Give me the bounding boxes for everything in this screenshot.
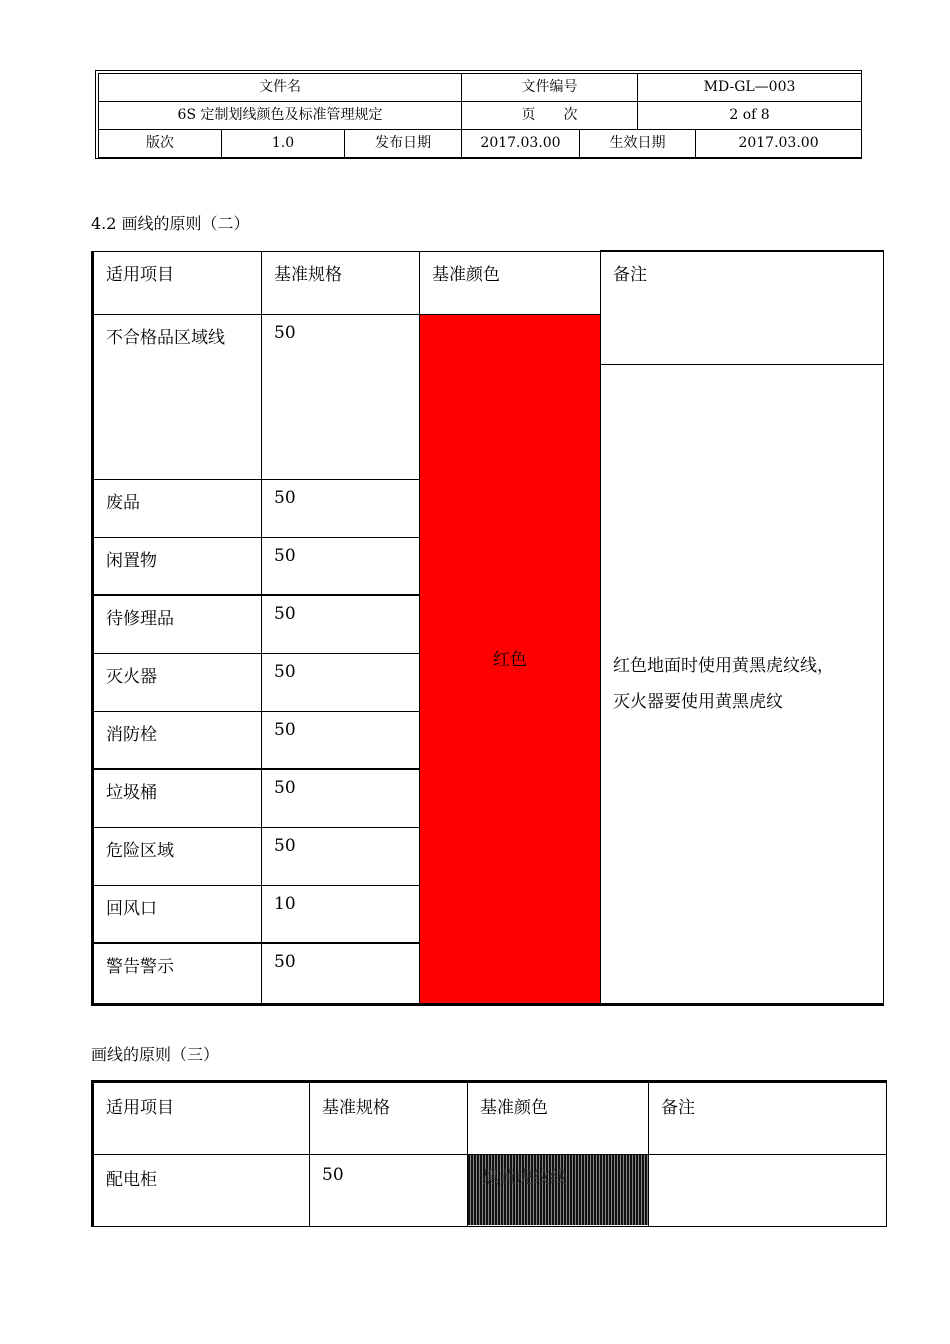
publish-date: 2017.03.00 (462, 130, 580, 158)
page-value: 2 of 8 (638, 102, 862, 130)
hatch-pattern (468, 1155, 648, 1225)
col-header-spec: 基准规格 (310, 1082, 468, 1155)
table-row-item: 废品 (93, 479, 262, 537)
col-header-note: 备注 (601, 251, 884, 364)
col-header-item: 适用项目 (93, 1082, 310, 1155)
table-row-spec: 50 (310, 1155, 468, 1227)
table-row-spec: 50 (262, 943, 420, 1004)
effective-date-label: 生效日期 (580, 130, 696, 158)
header-table (98, 73, 862, 158)
note-line-2: 灭火器要使用黄黑虎纹 (613, 691, 783, 712)
section2-table (91, 250, 884, 1006)
table-row-item: 警告警示 (93, 943, 262, 1004)
file-name: 6S 定制划线颜色及标准管理规定 (99, 102, 462, 130)
note-cell (601, 364, 884, 1004)
table-row-spec: 50 (262, 595, 420, 653)
file-number-label: 文件编号 (462, 74, 638, 102)
table-row-item: 回风口 (93, 885, 262, 943)
table-row-note (649, 1155, 887, 1227)
publish-date-label: 发布日期 (345, 130, 462, 158)
note-line-1: 红色地面时使用黄黑虎纹线， (613, 655, 834, 676)
hatch-color-label: 黑黄虎纹线 (482, 1168, 567, 1188)
file-name-label: 文件名 (99, 74, 462, 102)
table-row-spec: 10 (262, 885, 420, 943)
col-header-color: 基准颜色 (420, 251, 601, 314)
version-value: 1.0 (222, 130, 345, 158)
section3-title: 画线的原则（三） (91, 1045, 220, 1064)
table-row-item: 灭火器 (93, 653, 262, 711)
table-row-item: 不合格品区域线 (93, 314, 262, 479)
col-header-item: 适用项目 (93, 251, 262, 314)
col-header-spec: 基准规格 (262, 251, 420, 314)
table-row-spec: 50 (262, 537, 420, 595)
table-row-item: 垃圾桶 (93, 769, 262, 827)
page-label: 页 次 (462, 102, 638, 130)
table-row-item: 待修理品 (93, 595, 262, 653)
table-row-item: 消防栓 (93, 711, 262, 769)
table-row-item: 配电柜 (93, 1155, 310, 1227)
table-row-spec: 50 (262, 314, 420, 479)
file-number: MD-GL—003 (638, 74, 862, 102)
effective-date: 2017.03.00 (696, 130, 862, 158)
col-header-note: 备注 (649, 1082, 887, 1155)
col-header-color: 基准颜色 (468, 1082, 649, 1155)
table-row-item: 危险区域 (93, 827, 262, 885)
version-label: 版次 (99, 130, 222, 158)
table-row-spec: 50 (262, 479, 420, 537)
table-row-spec: 50 (262, 711, 420, 769)
table-row-spec: 50 (262, 653, 420, 711)
document-header (95, 70, 862, 159)
section3-table (91, 1080, 887, 1227)
section2-title: 4.2 画线的原则（二） (91, 214, 250, 233)
color-swatch-red (420, 314, 601, 1004)
table-row-spec: 50 (262, 827, 420, 885)
color-swatch-hatch (468, 1155, 649, 1227)
table-row-spec: 50 (262, 769, 420, 827)
color-label: 红色 (493, 650, 527, 670)
table-row-item: 闲置物 (93, 537, 262, 595)
